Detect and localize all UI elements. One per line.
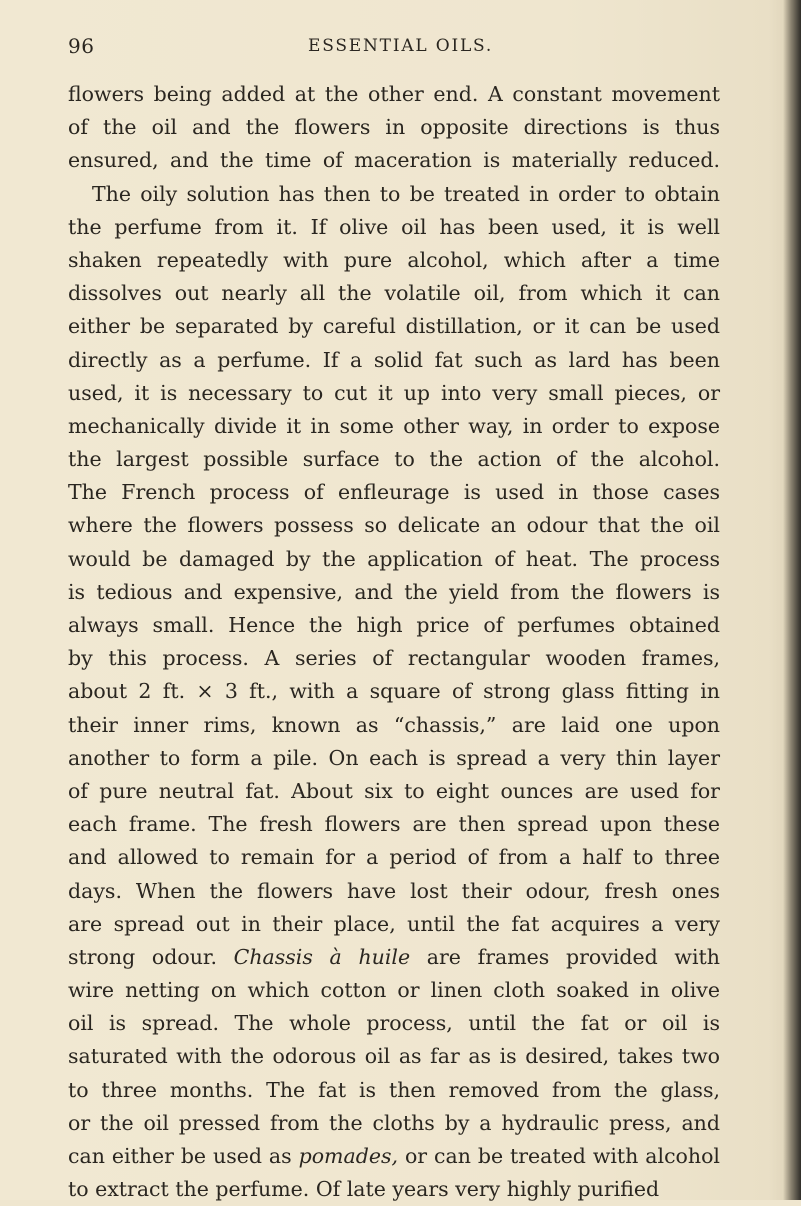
- text-line: dissolves out nearly all the volatile oil, from which it can: [68, 281, 720, 306]
- body-text: [68, 78, 720, 1206]
- italic-term: pomades,: [298, 1144, 398, 1168]
- running-head: ESSENTIAL OILS.: [308, 36, 494, 56]
- text-line: to extract the perfume. Of late years very highly purified: [68, 1177, 660, 1202]
- text-segment: or can be treated with alcohol: [404, 1144, 720, 1168]
- text-line: would be damaged by the application of heat. The process: [68, 546, 720, 571]
- text-line: their inner rims, known as “chassis,” are laid one upon: [68, 712, 720, 737]
- text-line: either be separated by careful distillation, or it can be used: [68, 314, 720, 339]
- text-line: used, it is necessary to cut it up into very small pieces, or: [68, 380, 720, 405]
- text-line: another to form a pile. On each is spread a very thin layer: [68, 745, 720, 770]
- text-line: of pure neutral fat. About six to eight ounces are used for: [68, 778, 720, 803]
- text-line: directly as a perfume. If a solid fat such as lard has been: [68, 347, 720, 372]
- text-line: of the oil and the flowers in opposite directions is thus: [68, 115, 720, 140]
- text-line-mixed: [68, 1140, 720, 1173]
- text-line: flowers being added at the other end. A constant movement: [68, 82, 720, 106]
- text-line: always small. Hence the high price of perfumes obtained: [68, 613, 720, 637]
- text-line: and allowed to remain for a period of from a half to three: [68, 845, 720, 870]
- text-line: the perfume from it. If olive oil has been used, it is well: [68, 214, 720, 239]
- text-line: where the flowers possess so delicate an odour that the oil: [68, 513, 720, 538]
- text-line: The French process of enfleurage is used in those cases: [68, 480, 720, 505]
- text-line: are spread out in their place, until the fat acquires a very: [68, 911, 720, 936]
- page-edge-shadow: [783, 0, 801, 1200]
- text-line: wire netting on which cotton or linen cloth soaked in olive: [68, 978, 720, 1003]
- text-line-mixed: [68, 941, 720, 974]
- page-number: 96: [68, 34, 95, 58]
- text-line: oil is spread. The whole process, until the fat or oil is: [68, 1011, 720, 1036]
- text-line: or the oil pressed from the cloths by a hydraulic press, and: [68, 1110, 720, 1135]
- text-line: saturated with the odorous oil as far as is desired, takes two: [68, 1044, 720, 1069]
- page-header: [68, 34, 708, 58]
- text-segment: strong odour.: [68, 944, 217, 969]
- text-line: The oily solution has then to be treated in order to obtain: [92, 181, 720, 206]
- text-line: ensured, and the time of maceration is materially reduced.: [68, 148, 720, 173]
- text-line: each frame. The fresh flowers are then spread upon these: [68, 812, 720, 837]
- text-segment: can either be used as: [68, 1144, 292, 1168]
- text-line: mechanically divide it in some other way, in order to expose: [68, 413, 720, 438]
- text-line: is tedious and expensive, and the yield from the flowers is: [68, 579, 720, 604]
- text-line: shaken repeatedly with pure alcohol, which after a time: [68, 247, 720, 272]
- text-line: about 2 ft. × 3 ft., with a square of strong glass fitting in: [68, 679, 720, 704]
- text-line: by this process. A series of rectangular wooden frames,: [68, 646, 720, 671]
- text-line: the largest possible surface to the action of the alcohol.: [68, 447, 720, 472]
- text-line: days. When the flowers have lost their odour, fresh ones: [68, 878, 720, 903]
- text-segment: are frames provided with: [426, 944, 720, 969]
- text-line: to three months. The fat is then removed from the glass,: [68, 1077, 720, 1102]
- italic-term: Chassis à huile: [233, 944, 411, 969]
